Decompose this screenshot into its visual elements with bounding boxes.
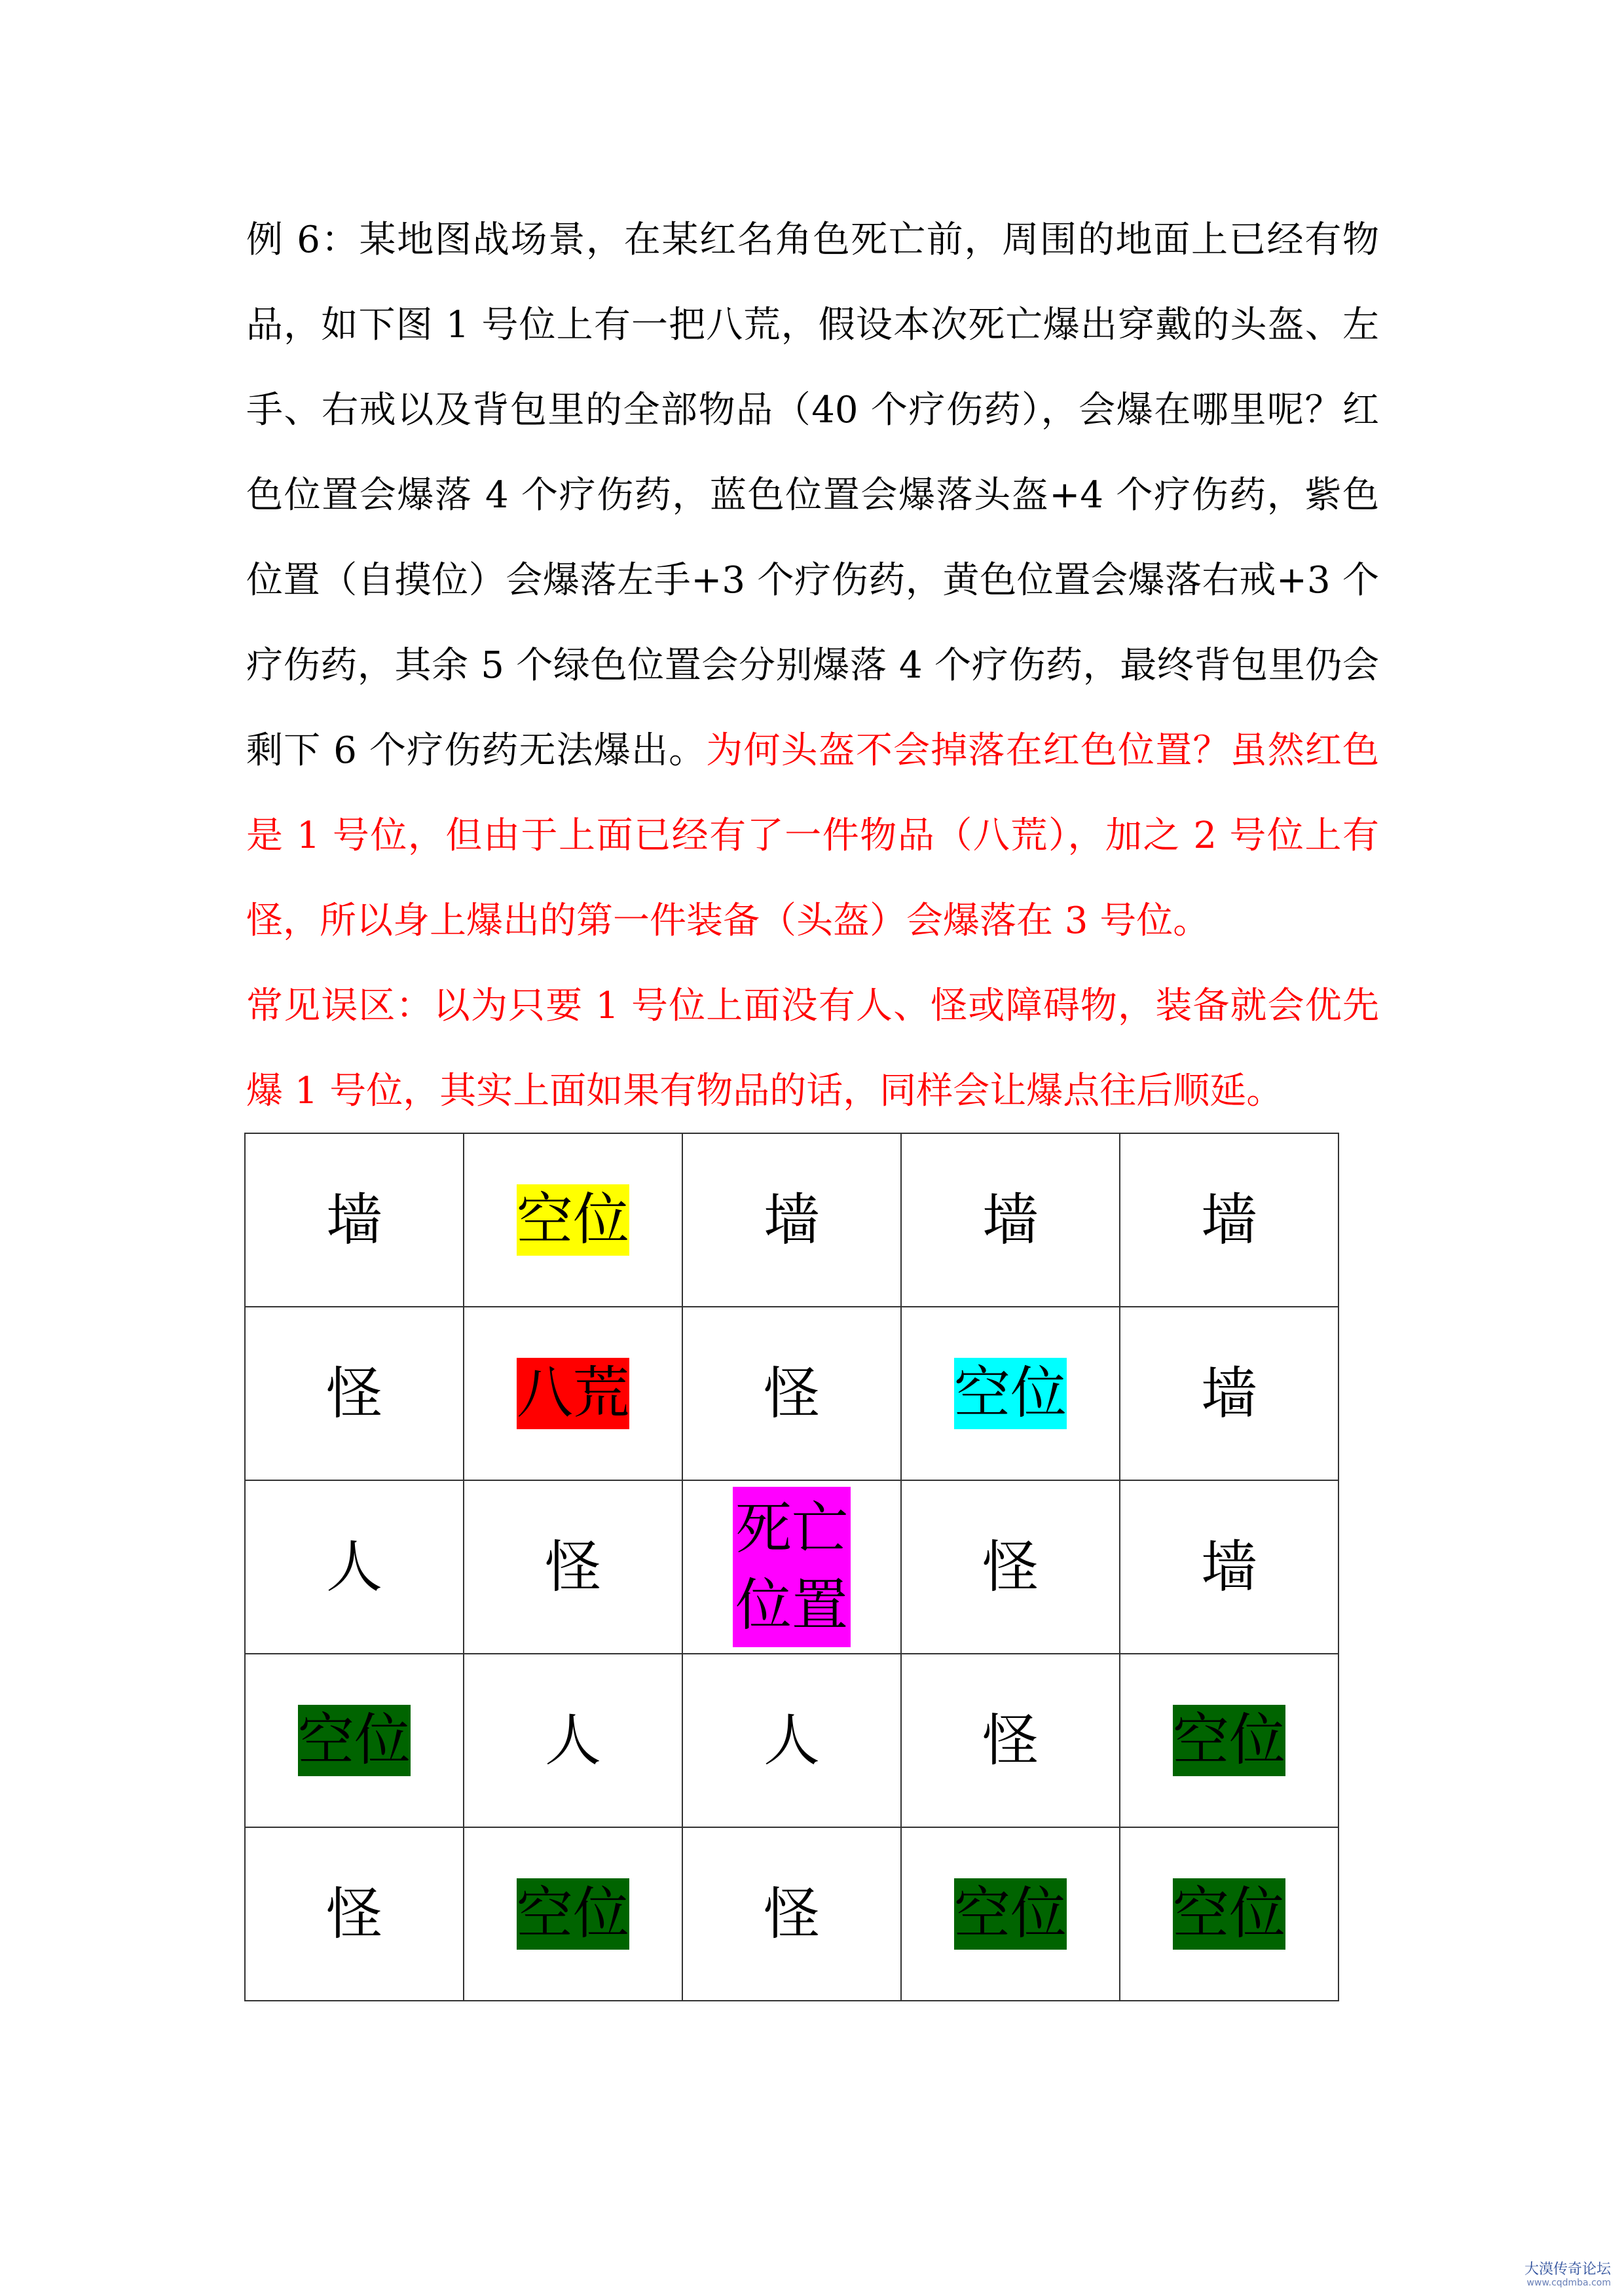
grid-cell-label: 墙 [1201,1360,1257,1427]
grid-cell [245,1827,464,2001]
grid-row [245,1480,1338,1654]
grid-cell-label: 空位 [298,1705,411,1776]
paragraph-common-misconception: 常见误区：以为只要 1 号位上面没有人、怪或障碍物，装备就会优先爆 1 号位，其实上面如果有物品的话，同样会让爆点往后顺延。 [246,985,1379,1112]
paragraph-example-text: 例 6：某地图战场景，在某红名角色死亡前，周围的地面上已经有物品，如下图 1 号位上有一把八荒，假设本次死亡爆出穿戴的头盔、左手、右戒以及背包里的全部物品（40 个疗伤药），会爆在哪里呢？红色位置会爆落 4 个疗伤药，蓝色位置会爆落头盔+4 个疗伤药，紫色位置（自摸位）会爆落左手+3 个疗伤药，黄色位置会爆落右戒+3 个疗伤药，其余 5 个绿色位置会分别爆落 4 个疗伤药，最终背包里仍会剩下 6 个疗伤药无法爆出。 [246,219,1379,772]
grid-cell-label: 人 [545,1707,601,1774]
grid-cell-label: 人 [764,1707,820,1774]
grid-cell-label: 怪 [545,1534,601,1600]
grid-row [245,1827,1338,2001]
grid-cell-label: 死亡位置 [733,1487,851,1647]
grid-cell [1120,1307,1338,1480]
grid-row [245,1654,1338,1827]
grid-cell-label: 怪 [982,1534,1039,1600]
grid-cell-label: 怪 [764,1360,820,1427]
grid-cell [901,1654,1120,1827]
grid-cell-label: 空位 [954,1358,1067,1429]
grid-cell [464,1307,682,1480]
grid-cell [1120,1654,1338,1827]
grid-row [245,1307,1338,1480]
grid-cell-label: 空位 [1173,1878,1285,1950]
grid-cell-label: 空位 [954,1878,1067,1950]
grid-cell-label: 墙 [1201,1534,1257,1600]
grid-cell [901,1307,1120,1480]
grid-cell-label: 怪 [326,1881,382,1947]
paragraph-example-6 [246,198,1379,964]
grid-cell-label: 空位 [517,1184,629,1256]
grid-cell [682,1133,901,1307]
grid-cell-label: 墙 [1201,1187,1257,1253]
grid-cell [682,1307,901,1480]
grid-cell [1120,1480,1338,1654]
grid-cell-label: 空位 [517,1878,629,1950]
grid-cell [901,1480,1120,1654]
grid-cell [901,1827,1120,2001]
grid-cell [901,1133,1120,1307]
grid-cell [682,1654,901,1827]
grid-cell-label: 怪 [764,1881,820,1947]
paragraph-explanation-red: 为何头盔不会掉落在红色位置？虽然红色是 1 号位，但由于上面已经有了一件物品（八荒），加之 2 号位上有怪，所以身上爆出的第一件装备（头盔）会爆落在 3 号位。 [246,729,1379,942]
grid-cell [682,1480,901,1654]
position-grid [244,1133,1339,2001]
grid-cell [464,1133,682,1307]
grid-cell-label: 怪 [326,1360,382,1427]
grid-cell [682,1827,901,2001]
grid-cell [1120,1133,1338,1307]
grid-cell [245,1480,464,1654]
grid-cell [464,1480,682,1654]
grid-cell-label: 墙 [326,1187,382,1253]
grid-cell-label: 人 [326,1534,382,1600]
grid-cell-label: 八荒 [517,1358,629,1429]
grid-cell [245,1307,464,1480]
forum-watermark [1524,2262,1611,2288]
grid-cell [245,1133,464,1307]
grid-cell-label: 墙 [764,1187,820,1253]
grid-cell [1120,1827,1338,2001]
watermark-name: 大漠传奇论坛 [1524,2261,1611,2278]
grid-cell [464,1827,682,2001]
watermark-url: www.cqdmba.com [1526,2277,1611,2288]
grid-cell-label: 墙 [982,1187,1039,1253]
grid-row [245,1133,1338,1307]
grid-cell-label: 怪 [982,1707,1039,1774]
grid-cell-label: 空位 [1173,1705,1285,1776]
grid-cell [245,1654,464,1827]
grid-cell [464,1654,682,1827]
